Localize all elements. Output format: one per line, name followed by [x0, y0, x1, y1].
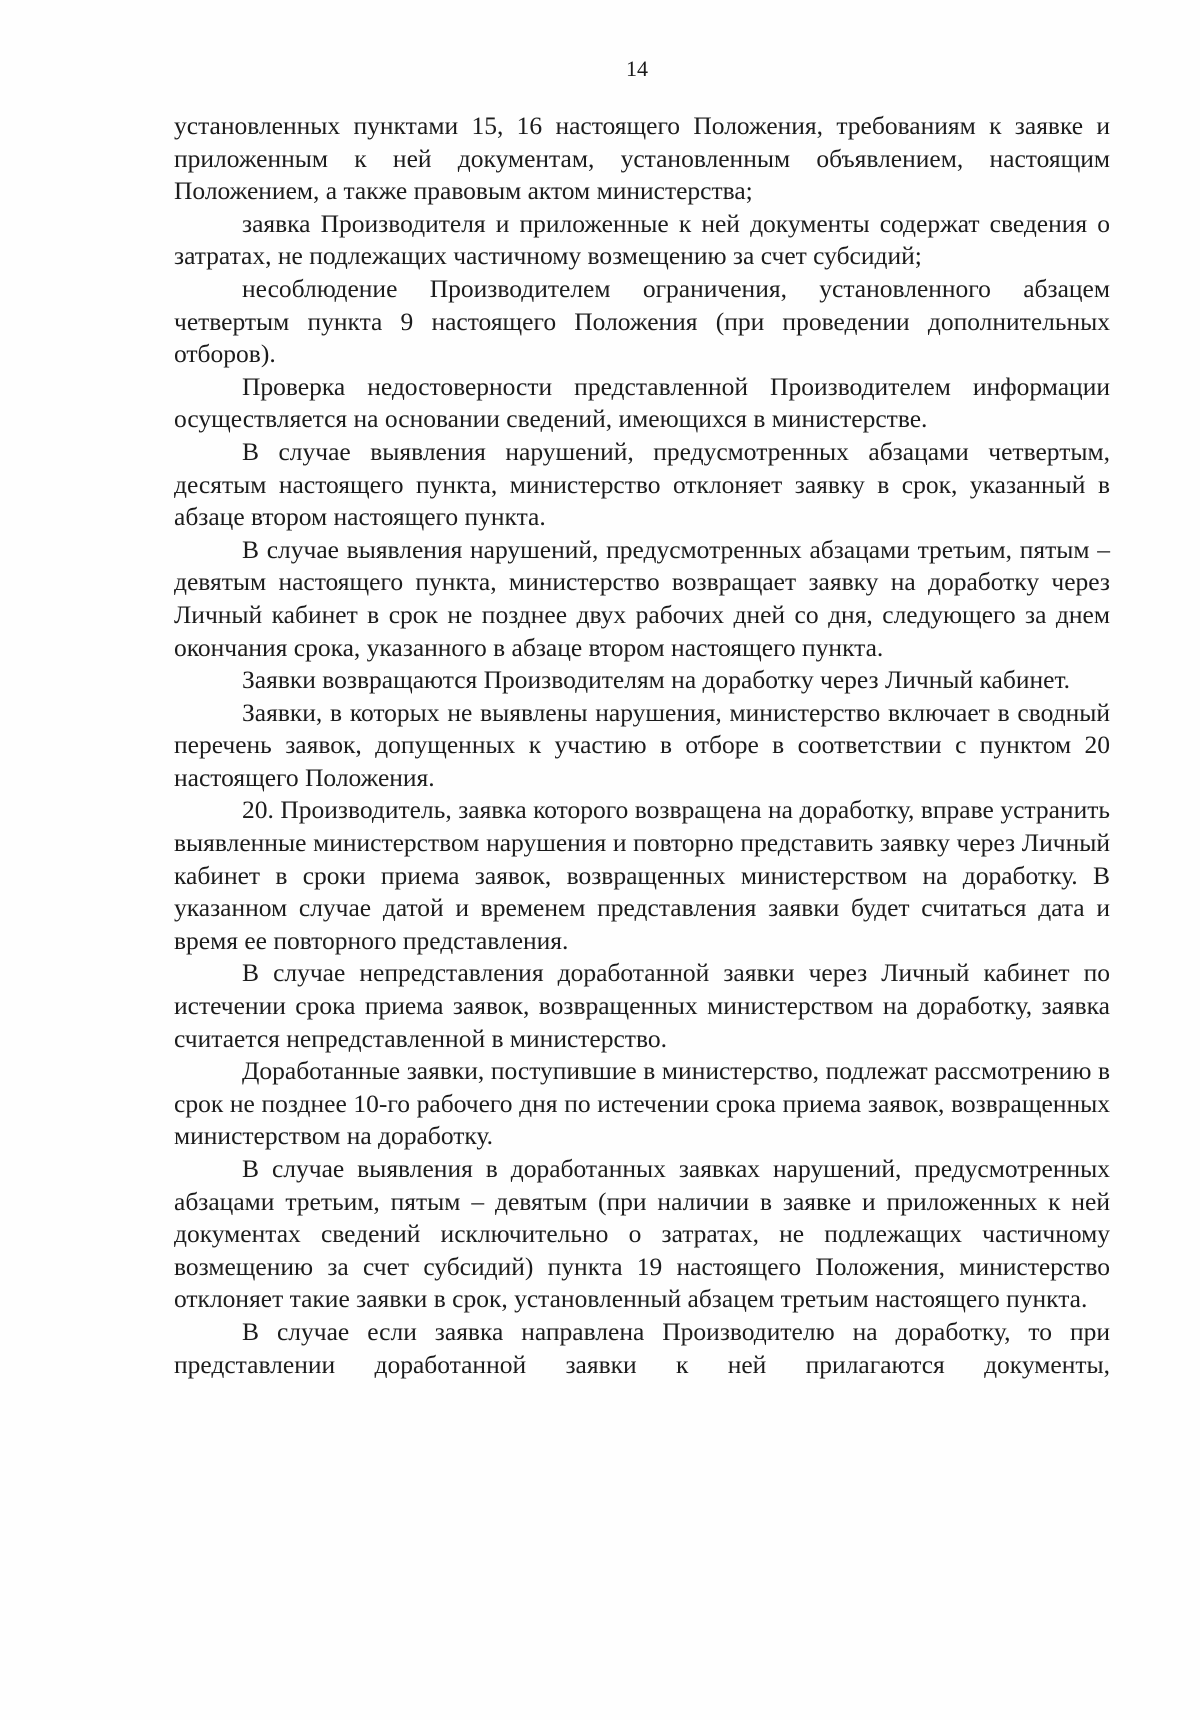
paragraph-13: В случае если заявка направлена Производителю на доработку, то при представлении доработанной заявки к ней прилагаются документы, — [174, 1316, 1110, 1379]
page-number: 14 — [626, 56, 648, 81]
paragraph-6: В случае выявления нарушений, предусмотренных абзацами третьим, пятым – девятым настоящего пункта, министерство возвращает заявку на доработку через Личный кабинет в срок не позднее двух рабочих дней со дня, следующего за днем окончания срока, указанного в абзаце втором настоящего пункта. — [174, 534, 1110, 662]
paragraph-2: заявка Производителя и приложенные к ней документы содержат сведения о затратах, не подлежащих частичному возмещению за счет субсидий; — [174, 208, 1110, 271]
paragraph-8: Заявки, в которых не выявлены нарушения, министерство включает в сводный перечень заявок, допущенных к участию в отборе в соответствии с пунктом 20 настоящего Положения. — [174, 697, 1110, 792]
paragraph-1: установленных пунктами 15, 16 настоящего Положения, требованиям к заявке и приложенным к ней документам, установленным объявлением, настоящим Положением, а также правовым актом министерства; — [174, 111, 1110, 206]
paragraph-3: несоблюдение Производителем ограничения, установленного абзацем четвертым пункта 9 настоящего Положения (при проведении дополнительных отборов). — [174, 273, 1110, 369]
paragraph-5: В случае выявления нарушений, предусмотренных абзацами четвертым, десятым настоящего пункта, министерство отклоняет заявку в срок, указанный в абзаце втором настоящего пункта. — [174, 436, 1110, 532]
paragraph-4: Проверка недостоверности представленной Производителем информации осуществляется на основании сведений, имеющихся в министерстве. — [174, 371, 1110, 434]
paragraph-11: Доработанные заявки, поступившие в министерство, подлежат рассмотрению в срок не позднее 10-го рабочего дня по истечении срока приема заявок, возвращенных министерством на доработку. — [174, 1056, 1110, 1151]
document-body — [174, 110, 1110, 1381]
paragraph-9: 20. Производитель, заявка которого возвращена на доработку, вправе устранить выявленные министерством нарушения и повторно представить заявку через Личный кабинет в сроки приема заявок, возвращенных министерством на доработку. В указанном случае датой и временем представления заявки будет считаться дата и время ее повторного представления. — [174, 795, 1110, 955]
paragraph-10: В случае непредставления доработанной заявки через Личный кабинет по истечении срока приема заявок, возвращенных министерством на доработку, заявка считается непредставленной в министерство. — [174, 958, 1110, 1053]
paragraph-7: Заявки возвращаются Производителям на доработку через Личный кабинет. — [242, 665, 1071, 695]
paragraph-12: В случае выявления в доработанных заявках нарушений, предусмотренных абзацами третьим, пятым – девятым (при наличии в заявке и приложенных к ней документах сведений исключительно о затратах, не подлежащих частичному возмещению за счет субсидий) пункта 19 настоящего Положения, министерство отклоняет такие заявки в срок, установленный абзацем третьим настоящего пункта. — [174, 1154, 1110, 1314]
